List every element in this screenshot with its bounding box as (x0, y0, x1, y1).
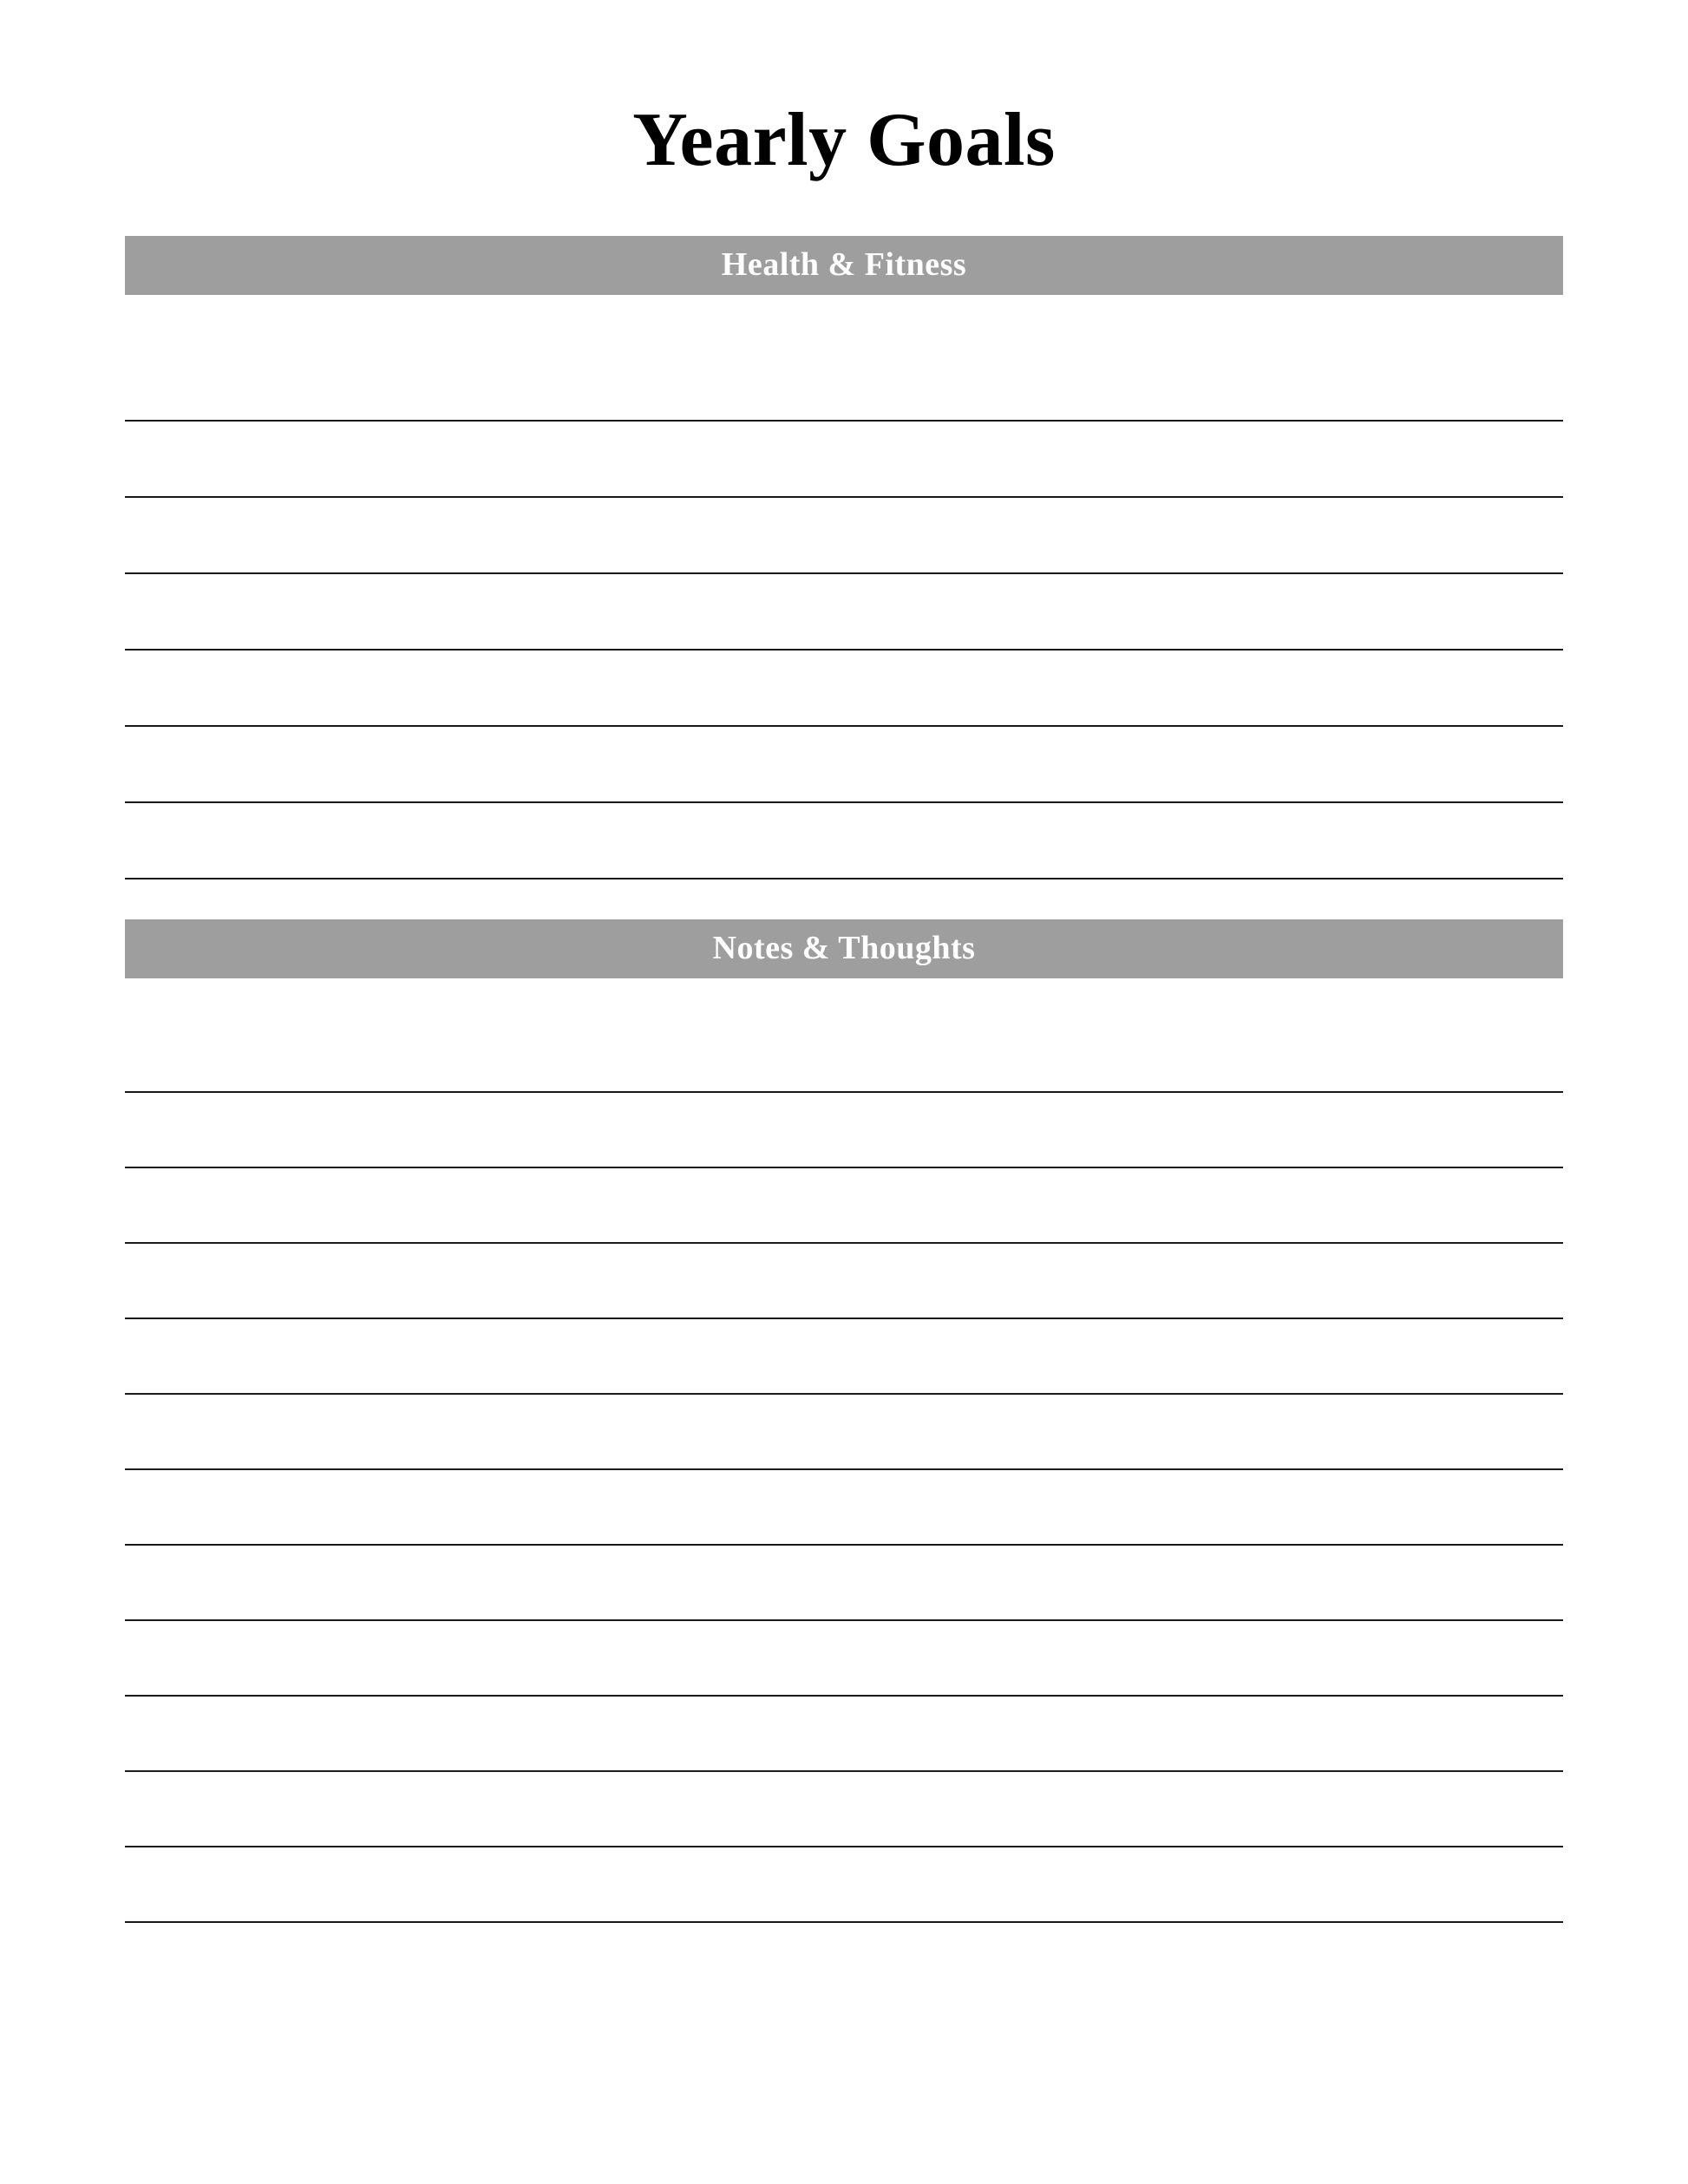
writing-line[interactable] (125, 1847, 1563, 1923)
section-header-health-fitness: Health & Fitness (125, 236, 1563, 295)
writing-line[interactable] (125, 727, 1563, 803)
writing-line[interactable] (125, 1546, 1563, 1621)
writing-line[interactable] (125, 1093, 1563, 1168)
writing-line[interactable] (125, 803, 1563, 879)
writing-line[interactable] (125, 1772, 1563, 1847)
writing-line[interactable] (125, 1697, 1563, 1772)
writing-line[interactable] (125, 1168, 1563, 1244)
writing-line[interactable] (125, 345, 1563, 422)
section-header-notes-thoughts: Notes & Thoughts (125, 919, 1563, 978)
writing-line[interactable] (125, 651, 1563, 727)
writing-line[interactable] (125, 1319, 1563, 1395)
writing-line[interactable] (125, 1017, 1563, 1093)
writing-line[interactable] (125, 422, 1563, 498)
page-title: Yearly Goals (632, 98, 1056, 182)
writing-line[interactable] (125, 1621, 1563, 1697)
writing-line[interactable] (125, 1395, 1563, 1470)
writing-line[interactable] (125, 1244, 1563, 1319)
section-notes-thoughts (125, 919, 1563, 1923)
writing-line[interactable] (125, 574, 1563, 651)
writing-line[interactable] (125, 498, 1563, 574)
section-health-fitness (125, 236, 1563, 879)
writing-lines-notes-thoughts (125, 978, 1563, 1923)
writing-line[interactable] (125, 1470, 1563, 1546)
writing-lines-health-fitness (125, 295, 1563, 879)
